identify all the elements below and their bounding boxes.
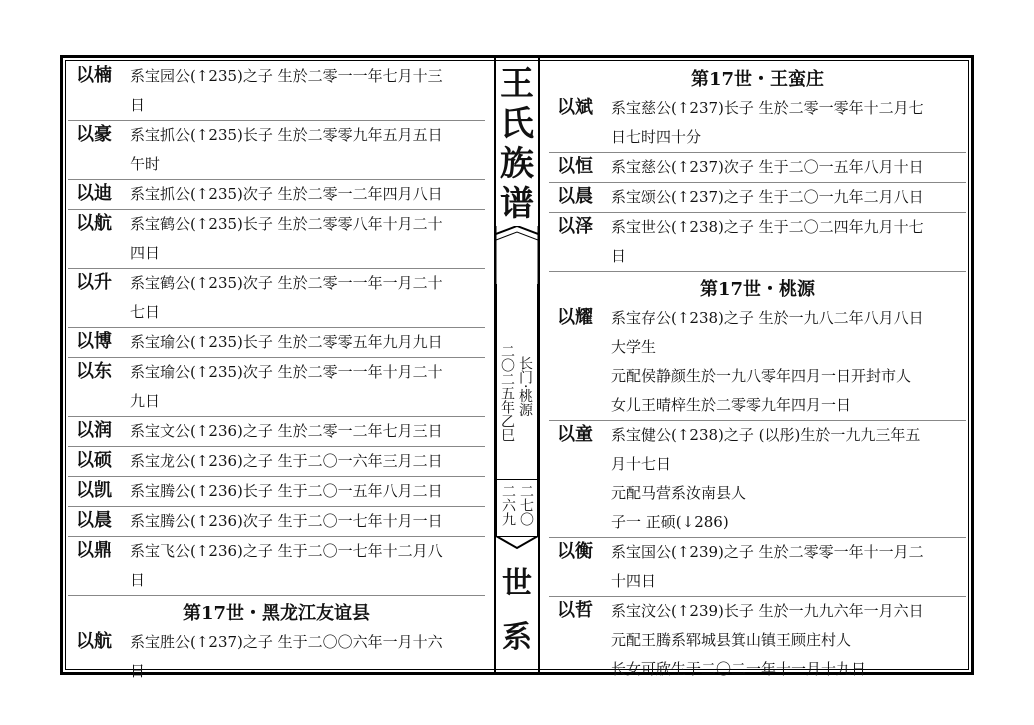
entry-line: 系宝健公(↑238)之子 (以彤)生於一九九三年五 [611,426,921,444]
right-column [549,62,966,684]
genealogy-entry [549,538,966,597]
left-column [68,62,485,686]
entry-line: 系宝瑜公(↑235)次子 生於二零一一年十月二十 [130,363,443,381]
genealogy-entry [68,210,485,269]
entry-line: 系宝飞公(↑236)之子 生于二〇一七年十二月八 [130,542,443,560]
entry-line: 九日 [130,392,161,410]
genealogy-entry [68,537,485,596]
entry-line: 系宝汶公(↑239)长子 生於一九九六年一月六日 [611,602,924,620]
entry-line: 系宝存公(↑238)之子 生於一九八二年八月八日 [611,309,924,327]
entry-line: 系宝瑜公(↑235)长子 生於二零零五年九月九日 [130,333,443,351]
genealogy-entry [68,477,485,507]
entry-line: 系宝国公(↑239)之子 生於二零零一年十一月二 [611,543,924,561]
genealogy-entry [68,121,485,180]
genealogy-entry [549,597,966,684]
entry-line: 系宝胜公(↑237)之子 生于二〇〇六年一月十六 [130,633,443,651]
genealogy-entry [549,421,966,538]
entry-text [611,597,966,684]
spine-page-right: 二七〇 [518,484,534,526]
person-name: 以衡 [557,541,593,562]
spine-page-box [496,479,538,537]
entry-line: 系宝鹤公(↑235)长子 生於二零零八年十月二十 [130,215,443,233]
spine-section-char: 世 [502,566,532,601]
spine-branch: 长门·桃源 [517,356,533,417]
entry-line: 元配王腾系郓城县箕山镇王顾庄村人 [611,631,852,649]
spine-fish-tail-ornament [496,226,538,284]
person-name: 以航 [76,631,112,652]
person-name: 以泽 [557,216,593,237]
entry-text [130,328,485,357]
entry-text [130,358,485,416]
generation-heading: 第17世・王蛮庄 [690,69,825,90]
spine-title-char: 族 [500,144,534,184]
person-name: 以楠 [76,65,112,86]
entry-line: 系宝世公(↑238)之子 生于二〇二四年九月十七 [611,218,924,236]
entry-line: 系宝腾公(↑236)长子 生于二〇一五年八月二日 [130,482,443,500]
spine-section-char: 系 [502,620,532,655]
person-name: 以鼎 [76,540,112,561]
person-name: 以硕 [76,450,112,471]
genealogy-entry [549,94,966,153]
genealogy-entry [68,358,485,417]
entry-line: 十四日 [611,572,657,590]
entry-line: 系宝龙公(↑236)之子 生于二〇一六年三月二日 [130,452,443,470]
spine-bottom-ornament [496,536,538,552]
genealogy-entry [68,507,485,537]
person-name: 以升 [76,272,112,293]
genealogy-entry [68,447,485,477]
generation-heading: 第17世・桃源 [699,279,816,300]
entry-line: 长女可欣生于二〇二一年十一月十九日 [611,660,867,678]
spine-year: 二〇二五年乙巳 [499,344,515,442]
person-name: 以东 [76,361,112,382]
genealogy-entry [68,269,485,328]
entry-line: 元配马营系汝南县人 [611,484,747,502]
person-name: 以哲 [557,600,593,621]
person-name: 以润 [76,420,112,441]
entry-line: 系宝慈公(↑237)长子 生於二零一零年十二月七 [611,99,924,117]
entry-line: 系宝文公(↑236)之子 生於二零一二年七月三日 [130,422,443,440]
genealogy-entry [68,328,485,358]
entry-line: 系宝园公(↑235)之子 生於二零一一年七月十三 [130,67,443,85]
entry-text [130,537,485,595]
person-name: 以晨 [557,186,593,207]
entry-line: 系宝腾公(↑236)次子 生于二〇一七年十月一日 [130,512,443,530]
entry-text [611,153,966,182]
person-name: 以耀 [557,307,593,328]
entry-line: 日 [611,247,627,265]
entry-line: 日 [130,571,146,589]
entry-line: 日七时四十分 [611,128,702,146]
person-name: 以航 [76,213,112,234]
entry-line: 七日 [130,303,161,321]
genealogy-entry [68,180,485,210]
book-spine [491,58,543,672]
entry-text [130,477,485,506]
entry-text [130,628,485,686]
person-name: 以晨 [76,510,112,531]
entry-text [611,213,966,271]
entry-text [130,62,485,120]
entry-text [611,538,966,596]
entry-text [130,507,485,536]
entry-line: 系宝颂公(↑237)之子 生于二〇一九年二月八日 [611,188,924,206]
entry-text [130,269,485,327]
entry-text [130,417,485,446]
spine-info-box [496,344,538,479]
entry-line: 日 [130,96,146,114]
genealogy-entry [549,153,966,183]
genealogy-entry [68,628,485,686]
spine-title-char: 氏 [500,104,534,144]
genealogy-entry [549,304,966,421]
entry-text [130,210,485,268]
spine-title-char: 王 [500,64,534,104]
entry-text [611,421,966,537]
spine-page-left: 二六九 [500,484,516,526]
entry-text [611,183,966,212]
entry-line: 系宝抓公(↑235)次子 生於二零一二年四月八日 [130,185,443,203]
entry-line: 日 [130,662,146,680]
entry-line: 四日 [130,244,161,262]
entry-text [130,180,485,209]
genealogy-entry [549,183,966,213]
entry-line: 系宝慈公(↑237)次子 生于二〇一五年八月十日 [611,158,924,176]
person-name: 以童 [557,424,593,445]
entry-line: 午时 [130,155,161,173]
genealogy-entry [68,417,485,447]
entry-line: 月十七日 [611,455,672,473]
genealogy-entry [549,213,966,272]
entry-text [130,447,485,476]
person-name: 以凯 [76,480,112,501]
generation-heading: 第17世・黑龙江友谊县 [182,603,371,624]
entry-line: 系宝鹤公(↑235)次子 生於二零一一年一月二十 [130,274,443,292]
entry-line: 系宝抓公(↑235)长子 生於二零零九年五月五日 [130,126,443,144]
entry-text [130,121,485,179]
entry-line: 子一 正硕(↓286) [611,513,729,531]
person-name: 以恒 [557,156,593,177]
spine-blank-box [496,284,538,344]
person-name: 以豪 [76,124,112,145]
spine-title-char: 谱 [500,184,534,224]
person-name: 以斌 [557,97,593,118]
genealogy-entry [68,62,485,121]
person-name: 以博 [76,331,112,352]
entry-line: 元配侯静颜生於一九八零年四月一日开封市人 [611,367,912,385]
person-name: 以迪 [76,183,112,204]
entry-line: 大学生 [611,338,657,356]
entry-line: 女儿王晴梓生於二零零九年四月一日 [611,396,852,414]
entry-text [611,304,966,420]
entry-text [611,94,966,152]
